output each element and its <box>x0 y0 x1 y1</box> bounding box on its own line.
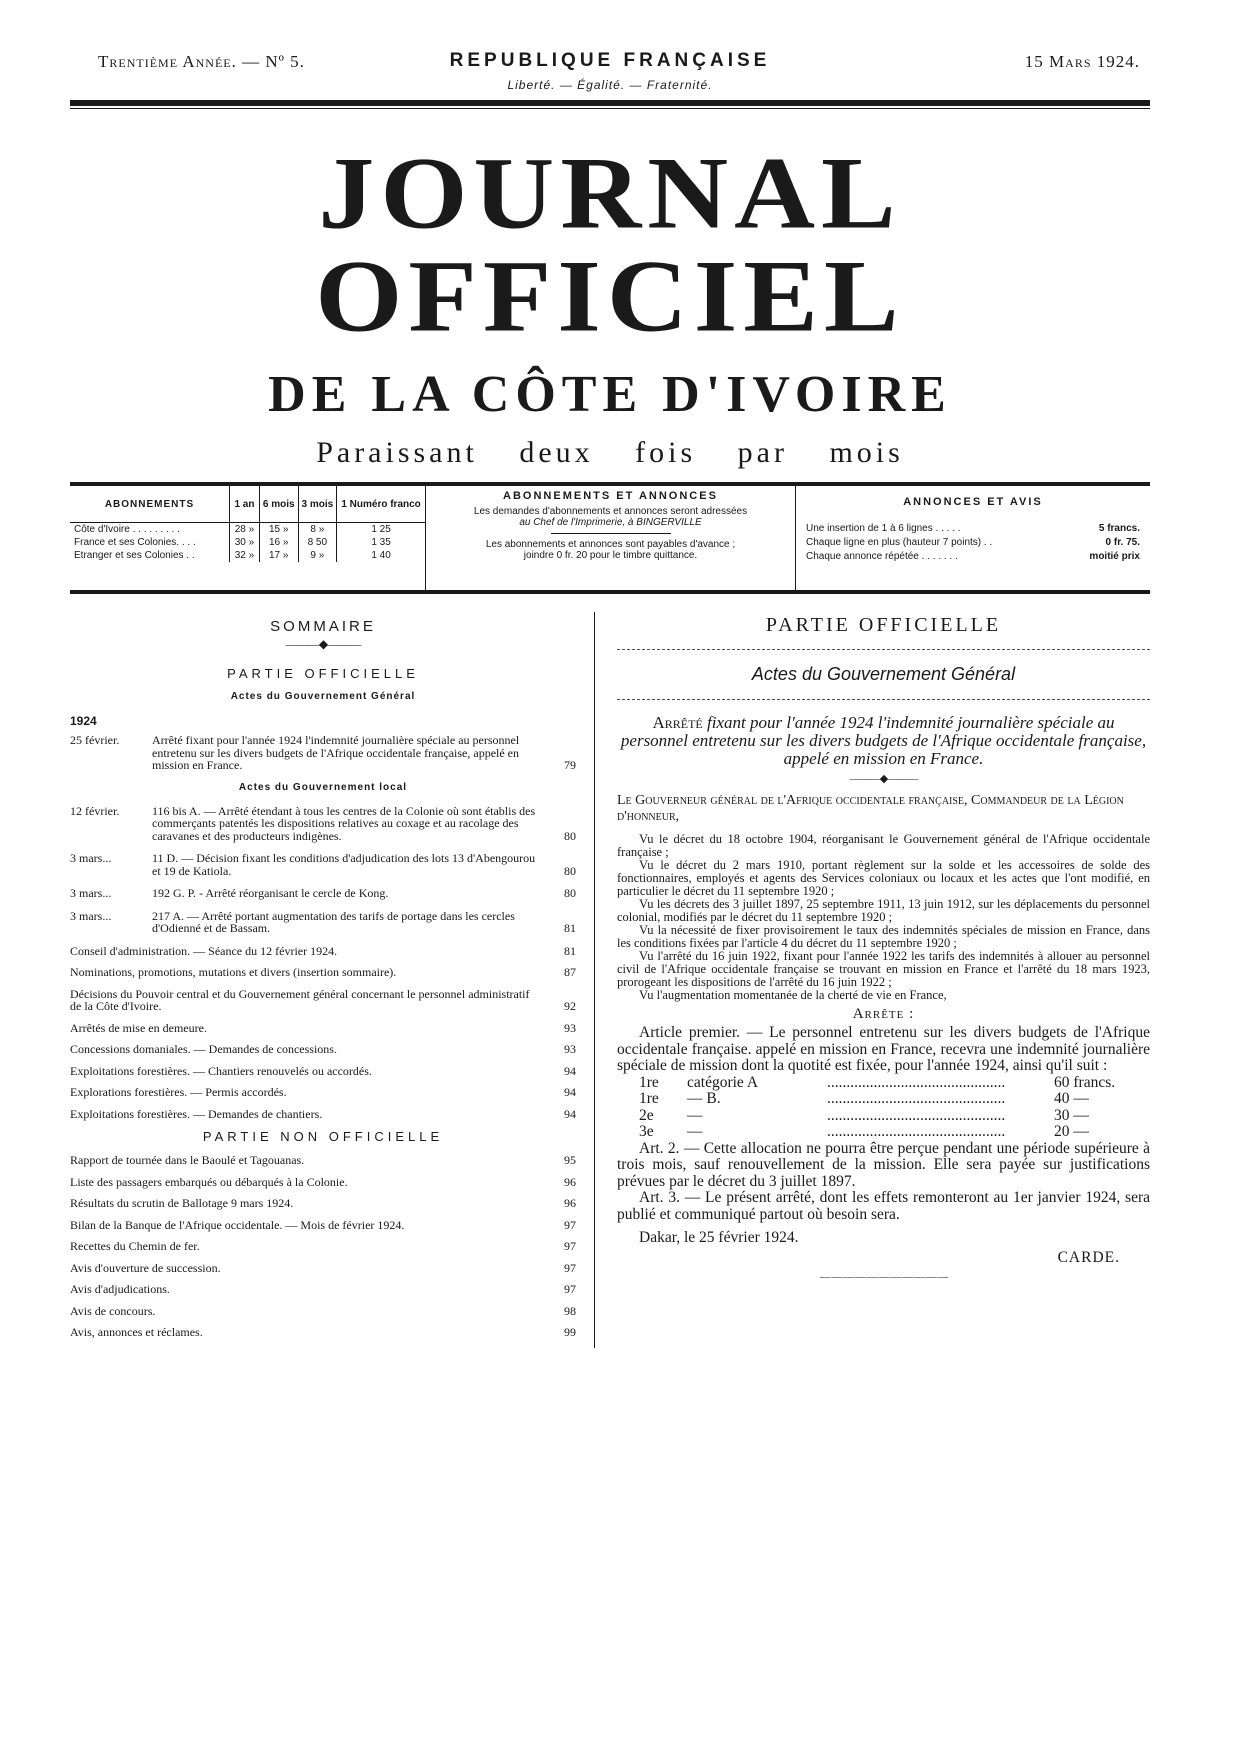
item-text: Arrêtés de mise en demeure. <box>70 1020 207 1035</box>
sommaire-item[interactable] <box>70 1176 576 1189</box>
table-cell: 8 50 <box>298 536 337 549</box>
sommaire-entry[interactable] <box>70 852 576 877</box>
official-title: PARTIE OFFICIELLE <box>765 614 1002 636</box>
item-page: 99 <box>564 1325 576 1339</box>
ads-rate-price: 5 francs. <box>1098 523 1140 534</box>
subscription-info <box>426 486 796 590</box>
sommaire-item[interactable] <box>70 1022 576 1035</box>
category-row <box>617 1108 1150 1125</box>
leader-dots: .............................................. <box>827 1107 1006 1124</box>
sommaire-partie-officielle: PARTIE OFFICIELLE <box>227 666 419 681</box>
entry-page: 80 <box>564 886 576 900</box>
masthead-rule-thin <box>70 108 1150 109</box>
sommaire-item[interactable] <box>70 988 576 1013</box>
entry-date: 3 mars... <box>70 886 112 900</box>
subscription-info-line: au Chef de l'Imprimerie, à BINGERVILLE <box>519 517 702 528</box>
entry-page: 80 <box>564 828 576 843</box>
sommaire-item[interactable] <box>70 945 576 958</box>
sommaire-entry[interactable] <box>70 887 576 900</box>
leader-dots: .............................................. <box>827 1124 1006 1140</box>
entry-text: Arrêté fixant pour l'année 1924 l'indemnité journalière spéciale au personnel entretenu sur les divers budgets de l'Afrique occidentale française, appelé en mission en France. <box>152 733 520 772</box>
entry-date: 3 mars... <box>70 851 112 865</box>
item-text: Conseil d'administration. — Séance du 12 février 1924. <box>70 943 338 958</box>
item-page: 93 <box>564 1020 576 1035</box>
ads-rate-label: Chaque annonce répétée . . . . . . . <box>806 551 958 562</box>
entry-text: 192 G. P. - Arrêté réorganisant le cercle de Kong. <box>152 886 389 900</box>
table-header: 1 Numéro franco <box>337 486 425 523</box>
item-page: 81 <box>564 943 576 958</box>
table-cell: 8 » <box>298 523 337 537</box>
journal-page <box>70 50 1150 1348</box>
entry-page: 79 <box>564 758 576 772</box>
sommaire-year: 1924 <box>70 714 97 728</box>
sommaire-item[interactable] <box>70 1305 576 1318</box>
ads-rate-price: moitié prix <box>1089 551 1140 562</box>
place-date: Dakar, le 25 février 1924. <box>639 1229 799 1246</box>
item-text: Exploitations forestières. — Demandes de chantiers. <box>70 1106 323 1121</box>
sommaire-item[interactable] <box>70 966 576 979</box>
article-1: Article premier. — Le personnel entretenu sur les divers budgets de l'Afrique occidentale française. appelé en mission en France, recevra une indemnité journalière spéciale de mission dont la quotité est fixée, pour l'année 1924, ainsi qu'il suit : <box>617 1024 1150 1074</box>
category-row <box>617 1075 1150 1092</box>
item-page: 98 <box>564 1303 576 1318</box>
sommaire-item[interactable] <box>70 1262 576 1275</box>
item-page: 96 <box>564 1174 576 1189</box>
ads-rate-label: Une insertion de 1 à 6 lignes . . . . . <box>806 523 961 534</box>
table-cell: 1 25 <box>371 524 391 535</box>
visa-paragraph: Vu la nécessité de fixer provisoirement le taux des indemnités spéciales de mission en France, dans les conditions fixées par l'article 4 du décret du 11 septembre 1920 ; <box>617 923 1150 950</box>
dashed-divider <box>617 649 1150 650</box>
entry-page: 81 <box>564 921 576 935</box>
category-amount: 40 — <box>1054 1090 1089 1107</box>
item-page: 94 <box>564 1063 576 1078</box>
publication-frequency: Paraissant deux fois par mois <box>316 436 904 469</box>
table-header: 6 mois <box>259 486 298 523</box>
subscription-table <box>70 486 426 590</box>
sommaire-item[interactable] <box>70 1086 576 1099</box>
entry-date: 12 février. <box>70 803 120 818</box>
item-page: 96 <box>564 1196 576 1210</box>
sommaire-title: SOMMAIRE <box>270 618 376 635</box>
item-text: Rapport de tournée dans le Baoulé et Tagouanas. <box>70 1153 305 1167</box>
leader-dots: .............................................. <box>827 1091 1006 1107</box>
visa-paragraph: Vu l'augmentation momentanée de la cherté de vie en France, <box>639 988 947 1002</box>
table-cell: 1 35 <box>371 537 391 548</box>
table-cell: 28 » <box>230 523 260 537</box>
visa-paragraph: Vu l'arrêté du 16 juin 1922, fixant pour l'année 1922 les tarifs des indemnités à allouer au personnel civil de l'Afrique occidentale française se trouvant en mission en France et l'arrêté du 18 mars 1923, prorogeant les dispositions de l'arrêté du 16 juin 1922 ; <box>617 949 1150 989</box>
item-page: 97 <box>564 1260 576 1275</box>
item-page: 92 <box>564 999 576 1013</box>
table-cell: 30 » <box>230 536 260 549</box>
subscription-info-title: ABONNEMENTS ET ANNONCES <box>503 490 718 502</box>
category-rank: 1re <box>639 1090 659 1107</box>
ads-rate-row <box>806 550 1140 564</box>
ads-rates <box>796 486 1150 590</box>
journal-subtitle: DE LA CÔTE D'IVOIRE <box>268 366 952 423</box>
ads-rate-row <box>806 522 1140 536</box>
item-text: Avis, annonces et réclames. <box>70 1325 203 1339</box>
item-page: 94 <box>564 1085 576 1099</box>
item-page: 97 <box>564 1217 576 1232</box>
item-text: Exploitations forestières. — Chantiers renouvelés ou accordés. <box>70 1063 372 1078</box>
item-page: 95 <box>564 1153 576 1167</box>
table-row <box>70 523 425 537</box>
item-page: 97 <box>564 1282 576 1296</box>
ads-rate-label: Chaque ligne en plus (hauteur 7 points) . . <box>806 537 993 548</box>
item-page: 97 <box>564 1239 576 1253</box>
table-header: 3 mois <box>298 486 337 523</box>
item-text: Décisions du Pouvoir central et du Gouvernement général concernant le personnel administratif de la Côte d'Ivoire. <box>70 986 530 1013</box>
ads-rates-title: ANNONCES ET AVIS <box>903 496 1043 508</box>
category-rank: 2e <box>639 1106 654 1124</box>
item-page: 87 <box>564 965 576 979</box>
republic-heading: REPUBLIQUE FRANÇAISE <box>449 50 771 71</box>
ads-rate-price: 0 fr. 75. <box>1105 537 1140 548</box>
masthead-rule <box>70 100 1150 106</box>
issue-number: Trentième Année. — Nº 5. <box>98 52 305 71</box>
article-3: Art. 3. — Le présent arrêté, dont les effets remonteront au 1er janvier 1924, sera publié et communiqué partout où besoin sera. <box>617 1189 1150 1223</box>
category-rank: 1re <box>639 1073 659 1091</box>
category-rank: 3e <box>639 1123 654 1140</box>
table-cell: 9 » <box>298 549 337 562</box>
item-text: Bilan de la Banque de l'Afrique occidentale. — Mois de février 1924. <box>70 1217 405 1232</box>
sommaire-item[interactable] <box>70 1043 576 1056</box>
sommaire-actes-general: Actes du Gouvernement Général <box>230 691 416 702</box>
table-cell: Côte d'Ivoire . . . . . . . . . <box>70 523 230 537</box>
category-name: — <box>687 1106 703 1124</box>
category-amount: 30 — <box>1054 1106 1089 1124</box>
arrete-subject: fixant pour l'année 1924 l'indemnité journalière spéciale au personnel entretenu sur les divers budgets de l'Afrique occidentale française, appelé en mission en France. <box>620 713 1147 768</box>
sommaire-item[interactable] <box>70 1154 576 1167</box>
table-cell: 1 40 <box>371 550 391 561</box>
category-row <box>617 1124 1150 1141</box>
official-section: Actes du Gouvernement Général <box>751 664 1016 684</box>
signature: CARDE. <box>1057 1249 1120 1266</box>
subscription-info-line: Les abonnements et annonces sont payables d'avance ; <box>485 539 736 550</box>
sommaire-item[interactable] <box>70 1283 576 1296</box>
category-amount: 20 — <box>1054 1123 1089 1140</box>
item-text: Concessions domaniales. — Demandes de concessions. <box>70 1042 337 1056</box>
category-name: catégorie A <box>687 1073 759 1091</box>
ornament-divider: ———◆——— <box>285 637 361 651</box>
arrete-label: Arrêté <box>652 713 703 732</box>
subscription-info-line: joindre 0 fr. 20 pour le timbre quittance. <box>523 550 698 561</box>
table-row <box>70 549 425 562</box>
entry-date: 3 mars... <box>70 908 112 923</box>
category-amount: 60 francs. <box>1054 1073 1116 1091</box>
subscription-box <box>70 482 1150 594</box>
entry-text: 116 bis A. — Arrêté étendant à tous les centres de la Colonie où sont établis des commerçants patentés les dispositions relatives au coxage et au racolage des caravanes et des producteurs indigènes. <box>152 803 536 843</box>
dashed-divider <box>617 699 1150 700</box>
table-header: ABONNEMENTS <box>70 486 230 523</box>
item-page: 94 <box>564 1106 576 1121</box>
item-text: Avis d'adjudications. <box>70 1282 170 1296</box>
ornament-divider: — — — — — — — — — — — <box>819 1271 948 1283</box>
national-motto: Liberté. — Égalité. — Fraternité. <box>507 78 713 92</box>
table-cell: 16 » <box>259 536 298 549</box>
sommaire-column <box>70 612 595 1348</box>
table-row <box>70 536 425 549</box>
sommaire-item[interactable] <box>70 1219 576 1232</box>
entry-page: 80 <box>564 863 576 878</box>
arrete-heading <box>617 714 1150 768</box>
item-text: Recettes du Chemin de fer. <box>70 1239 200 1253</box>
item-text: Liste des passagers embarqués ou débarqués à la Colonie. <box>70 1174 348 1189</box>
sommaire-actes-local: Actes du Gouvernement local <box>238 781 408 793</box>
sommaire-item[interactable] <box>70 1240 576 1253</box>
ornament-divider: ———◆——— <box>849 773 918 785</box>
divider <box>551 533 671 534</box>
table-cell: Etranger et ses Colonies . . <box>70 549 230 562</box>
sommaire-item[interactable] <box>70 1065 576 1078</box>
entry-text: 11 D. — Décision fixant les conditions d'adjudication des lots 13 d'Abengourou et 19 de Katiola. <box>152 851 536 878</box>
sommaire-item[interactable] <box>70 1197 576 1210</box>
visa-paragraph: Vu les décrets des 3 juillet 1897, 25 septembre 1911, 13 juin 1912, sur les déplacements du personnel colonial, modifiés par le décret du 11 septembre 1920 ; <box>617 897 1150 924</box>
ads-rate-row <box>806 536 1140 550</box>
masthead-topline <box>70 50 1150 76</box>
official-column <box>595 612 1150 1348</box>
sommaire-entry[interactable] <box>70 805 576 843</box>
sommaire-entry[interactable] <box>70 910 576 935</box>
leader-dots: .............................................. <box>827 1074 1006 1091</box>
item-text: Explorations forestières. — Permis accordés. <box>70 1085 287 1099</box>
journal-title: JOURNAL OFFICIEL <box>315 136 905 354</box>
sommaire-partie-non-officielle: PARTIE NON OFFICIELLE <box>202 1129 444 1144</box>
visa-paragraph: Vu le décret du 18 octobre 1904, réorganisant le Gouvernement général de l'Afrique occidentale française ; <box>617 832 1150 859</box>
item-text: Nominations, promotions, mutations et divers (insertion sommaire). <box>70 965 397 979</box>
issue-date: 15 Mars 1924. <box>1024 52 1140 71</box>
entry-text: 217 A. — Arrêté portant augmentation des tarifs de portage dans les cercles d'Odienné et de Bassam. <box>152 908 515 935</box>
sommaire-item[interactable] <box>70 1108 576 1121</box>
item-text: Avis d'ouverture de succession. <box>70 1260 221 1275</box>
table-cell: 32 » <box>230 549 260 562</box>
item-page: 93 <box>564 1042 576 1056</box>
body-columns <box>70 612 1150 1348</box>
item-text: Avis de concours. <box>70 1303 156 1318</box>
visa-paragraph: Vu le décret du 2 mars 1910, portant règlement sur la solde et les accessoires de solde des fonctionnaires, employés et agents des Services coloniaux ou locaux et les actes que l'ont modifié, en particulier le décret du 11 septembre 1920 ; <box>617 858 1150 898</box>
category-row <box>617 1091 1150 1108</box>
article-2: Art. 2. — Cette allocation ne pourra être perçue pendant une période supérieure à trois mois, sauf renouvellement de la mission. Elle sera payée sur justifications prévues par le décret du 3 juillet 1897. <box>617 1139 1150 1190</box>
table-cell: 15 » <box>259 523 298 537</box>
subscription-info-line: Les demandes d'abonnements et annonces seront adressées <box>473 506 748 517</box>
category-name: — B. <box>687 1090 721 1107</box>
arrete-word: Arrête : <box>852 1006 915 1022</box>
sommaire-item[interactable] <box>70 1326 576 1339</box>
table-cell: France et ses Colonies. . . . <box>70 536 230 549</box>
category-name: — <box>687 1123 703 1140</box>
governor-title: Le Gouverneur général de l'Afrique occidentale française, Commandeur de la Légion d'honneur, <box>617 793 1124 824</box>
sommaire-entry[interactable] <box>70 734 576 772</box>
item-text: Résultats du scrutin de Ballotage 9 mars 1924. <box>70 1196 294 1210</box>
entry-date: 25 février. <box>70 733 120 747</box>
table-cell: 17 » <box>259 549 298 562</box>
table-header: 1 an <box>230 486 260 523</box>
